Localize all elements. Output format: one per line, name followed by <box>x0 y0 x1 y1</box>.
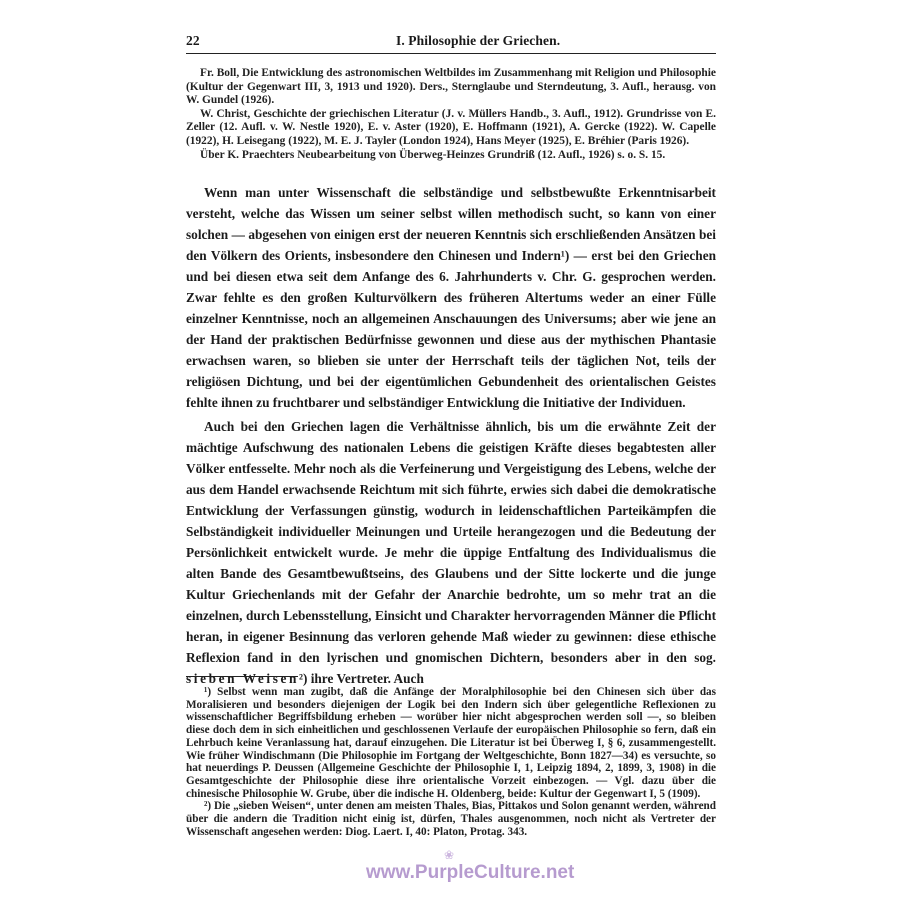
bibliography-entry: W. Christ, Geschichte der griechischen Literatur (J. v. Müllers Handb., 3. Aufl., 1912). Grundrisse von E. Zeller (12. Aufl. v. W. Nestle 1920), E. v. Aster (1920), E. Hoffmann (1921), A. Gercke (1922). W. Capelle (1922), H. Leisegang (1922), M. E. J. Tayler (London 1924), Hans Meyer (1925), E. Bréhier (Paris 1926). <box>186 107 716 147</box>
footnote-rule <box>186 676 298 677</box>
paragraph-2-end: ²) ihre Vertreter. Auch <box>298 671 424 686</box>
paragraph-1: Wenn man unter Wissenschaft die selbständige und selbstbewußte Erkenntnisarbeit versteht, welche das Wissen um seiner selbst willen methodisch sucht, so kann von einer solchen — abgesehen von einigen erst der neueren Kenntnis sich erschließenden Ansätzen bei den Völkern des Orients, insbesondere den Chinesen und Indern¹) — erst bei den Griechen und bei diesen etwa seit dem Anfange des 6. Jahrhunderts v. Chr. G. gesprochen werden. Zwar fehlte es den großen Kulturvölkern des früheren Altertums weder an einer Fülle einzelner Kenntnisse, noch an allgemeinen Anschauungen des Universums; aber wie jene an der Hand der praktischen Bedürfnisse gewonnen und diese aus der mythischen Phantasie erwachsen waren, so blieben sie unter der Herrschaft teils der täglichen Not, teils der religiösen Dichtung, und bei der eigentümlichen Gebundenheit des orientalischen Geistes fehlte ihnen zu fruchtbarer und selbständiger Entwicklung die Initiative der Individuen. <box>186 185 716 410</box>
page-number: 22 <box>186 33 200 48</box>
watermark-logo-icon: ❀ <box>444 848 455 862</box>
spaced-term: sieben Weisen <box>186 671 299 686</box>
paragraph-2-text: Auch bei den Griechen lagen die Verhältnisse ähnlich, bis um die erwähnte Zeit der mächtige Aufschwung des nationalen Lebens die geistigen Kräfte dieses begabtesten aller Völker entfesselte. Mehr noch als die Verfeinerung und Vergeistigung des Lebens, welche der aus dem Handel erwachsende Reichtum mit sich führte, erwies sich dabei die demokratische Entwicklung der Verfassungen günstig, wodurch in leidenschaftlichen Parteikämpfen die Selbständigkeit individueller Meinungen und Urteile herangezogen und die Bedeutung der Persönlichkeit entwickelt wurde. Je mehr die üppige Entfaltung des Individualismus die alten Bande des Gesamtbewußtseins, des Glaubens und der Sitte lockerte und die junge Kultur Griechenlands mit der Gefahr der Anarchie bedrohte, um so mehr trat an die einzelnen, durch Lebensstellung, Einsicht und Charakter hervorragenden Männer die Pflicht heran, in eigener Besinnung das verloren gehende Maß wieder zu gewinnen: diese ethische Reflexion fand in den lyrischen und gnomischen Dichtern, besonders aber in den sog. <box>186 419 716 665</box>
footnotes <box>186 686 716 838</box>
header-rule <box>186 53 716 54</box>
watermark: www.PurpleCulture.net <box>366 862 575 883</box>
footnote-2: ²) Die „sieben Weisen“, unter denen am meisten Thales, Bias, Pittakos und Solon genannt werden, während über die andern die Tradition nicht einig ist, dürfen, Thales ausgenommen, noch nicht als Vertreter der Wissenschaft angesehen werden: Diog. Laert. I, 40: Platon, Protag. 343. <box>186 800 716 838</box>
main-text <box>186 182 716 689</box>
bibliography-entry: Über K. Praechters Neubearbeitung von Überweg-Heinzes Grundriß (12. Aufl., 1926) s. o. S. 15. <box>200 148 666 161</box>
bibliography-block <box>186 67 716 162</box>
footnote-1: ¹) Selbst wenn man zugibt, daß die Anfänge der Moralphilosophie bei den Chinesen sich über das Moralisieren und besonders diejenigen der Logik bei den Indern sich über gelegentliche Reflexionen zu wissenschaftlicher Begriffsbildung erheben — worüber hier nicht abgesprochen werden soll —, so bleiben diese doch dem in sich einheitlichen und geschlossenen Verlaufe der europäischen Philosophie so fern, daß ein Lehrbuch keine Veranlassung hat, darauf einzugehen. Die Literatur ist bei Überweg I, § 6, zusammengestellt. Wie früher Windischmann (Die Philosophie im Fortgang der Weltgeschichte, Bonn 1827—34) es versuchte, so hat neuerdings P. Deussen (Allgemeine Geschichte der Philosophie I, 1, Leipzig 1894, 2, 1899, 3, 1908) in die Gesamtgeschichte der Philosophie diese ihre orientalische Vorzeit einbezogen. — Vgl. dazu über die chinesische Philosophie W. Grube, über die indische H. Oldenberg, beide: Kultur der Gegenwart I, 5 (1909). <box>186 686 716 800</box>
bibliography-entry: Fr. Boll, Die Entwicklung des astronomischen Weltbildes im Zusammenhang mit Religion und Philosophie (Kultur der Gegenwart III, 3, 1913 und 1920). Ders., Sternglaube und Sterndeutung, 3. Aufl., herausg. von W. Gundel (1926). <box>186 67 716 107</box>
paragraph-2 <box>186 416 716 689</box>
running-title: I. Philosophie der Griechen. <box>396 33 561 48</box>
